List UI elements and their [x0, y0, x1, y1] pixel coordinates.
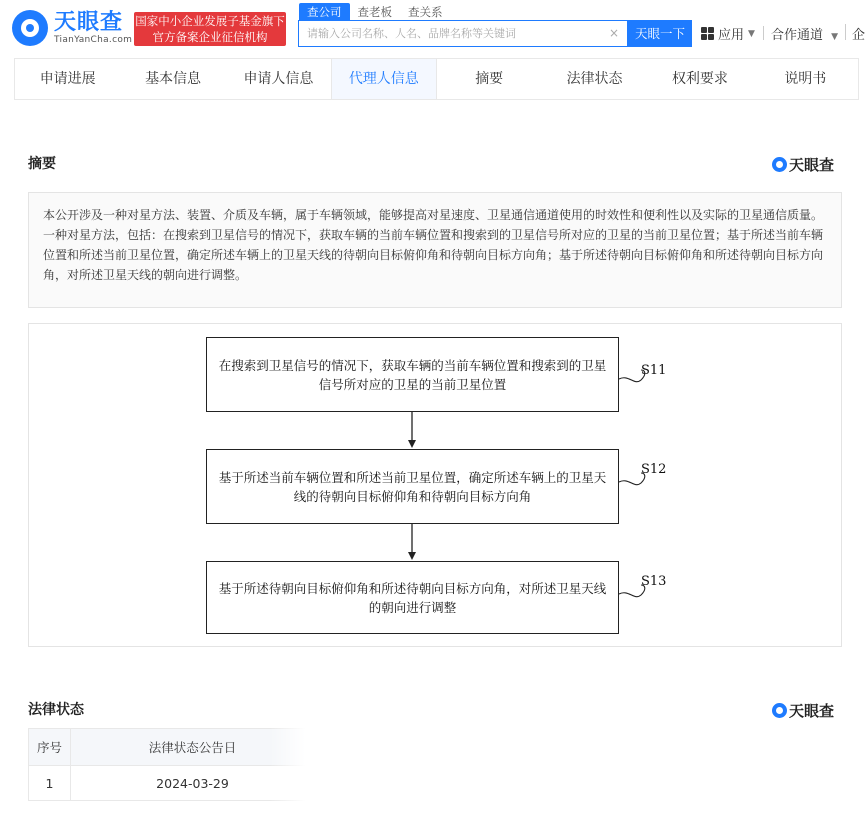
search-box	[298, 20, 628, 47]
flow-arrowhead-2	[408, 552, 416, 560]
tianyancha-logo-icon	[772, 703, 787, 718]
flow-label-s11: S11	[641, 363, 667, 378]
search-tab-relation[interactable]: 查关系	[408, 5, 443, 19]
gov-badge-line1: 国家中小企业发展子基金旗下	[135, 14, 285, 28]
tab-description[interactable]: 说明书	[784, 71, 827, 87]
flow-step-s13: 基于所述待朝向目标俯仰角和所述待朝向目标方向角，对所述卫星天线的朝向进行调整	[206, 561, 619, 634]
tab-claims[interactable]: 权利要求	[671, 71, 728, 87]
coop-menu[interactable]	[771, 24, 838, 43]
col-header-index: 序号	[29, 729, 71, 766]
clear-icon[interactable]: ×	[608, 26, 619, 40]
flow-step-s11: 在搜索到卫星信号的情况下，获取车辆的当前车辆位置和搜索到的卫星信号所对应的卫星的当前卫星位置	[206, 337, 619, 412]
flow-step-s12: 基于所述当前车辆位置和所述当前卫星位置，确定所述车辆上的卫星天线的待朝向目标俯仰角和待朝向目标方向角	[206, 449, 619, 524]
logo-domain: TianYanCha.com	[54, 34, 133, 45]
chevron-down-icon: ▼	[748, 28, 755, 39]
header-divider	[763, 26, 764, 40]
app-menu[interactable]	[701, 24, 755, 43]
search-type-tabs	[299, 3, 451, 20]
grid-icon	[701, 27, 714, 40]
logo-name: 天眼查	[54, 9, 124, 35]
chevron-down-icon: ▼	[831, 32, 839, 42]
row-index: 1	[29, 766, 71, 801]
app-menu-label: 应用	[718, 28, 745, 43]
abstract-text: 本公开涉及一种对星方法、装置、介质及车辆，属于车辆领域，能够提高对星速度、卫星通信通道使用的时效性和便利性以及实际的卫星通信质量。一种对星方法，包括：在搜索到卫星信号的情况下，获取车辆的当前车辆位置和搜索到的卫星信号所对应的卫星的当前卫星位置；基于所述当前车辆位置和所述当前卫星位置，确定所述车辆上的卫星天线的待朝向目标俯仰角和待朝向目标方向角；基于所述待朝向目标俯仰角和所述待朝向目标方向角，对所述卫星天线的朝向进行调整。	[28, 192, 842, 308]
search-input[interactable]	[299, 21, 599, 46]
gov-badge-line2: 官方备案企业征信机构	[152, 30, 268, 44]
logo-eye-icon	[12, 10, 48, 46]
detail-tabs	[14, 58, 859, 100]
abstract-watermark	[772, 154, 834, 175]
legal-watermark	[772, 700, 834, 721]
tab-progress[interactable]: 申请进展	[39, 71, 96, 87]
abstract-watermark-text: 天眼查	[789, 156, 835, 174]
search-button[interactable]: 天眼一下	[628, 20, 692, 47]
top-header	[0, 0, 865, 58]
search-tab-company[interactable]: 查公司	[299, 3, 350, 20]
abstract-title: 摘要	[28, 156, 56, 172]
flow-label-s13: S13	[641, 574, 667, 589]
tab-agent[interactable]: 代理人信息	[331, 59, 436, 99]
legal-watermark-text: 天眼查	[789, 702, 835, 720]
search-tab-boss[interactable]: 查老板	[357, 5, 392, 19]
tianyancha-logo-icon	[772, 157, 787, 172]
gov-badge[interactable]	[134, 12, 286, 46]
col-header-date: 法律状态公告日	[71, 729, 315, 766]
flow-label-s12: S12	[641, 462, 667, 477]
header-more-item[interactable]: 企	[845, 24, 865, 40]
flow-arrowhead-1	[408, 440, 416, 448]
tab-legal-status[interactable]: 法律状态	[566, 71, 623, 87]
coop-menu-label: 合作通道	[771, 28, 824, 43]
row-date: 2024-03-29	[71, 766, 315, 801]
abstract-figure	[28, 323, 842, 647]
tab-basic-info[interactable]: 基本信息	[145, 71, 202, 87]
fade-overlay	[270, 728, 859, 820]
legal-status-title: 法律状态	[28, 702, 84, 718]
tab-applicant[interactable]: 申请人信息	[243, 71, 314, 87]
tab-abstract[interactable]: 摘要	[475, 71, 504, 87]
site-logo[interactable]	[12, 10, 132, 46]
